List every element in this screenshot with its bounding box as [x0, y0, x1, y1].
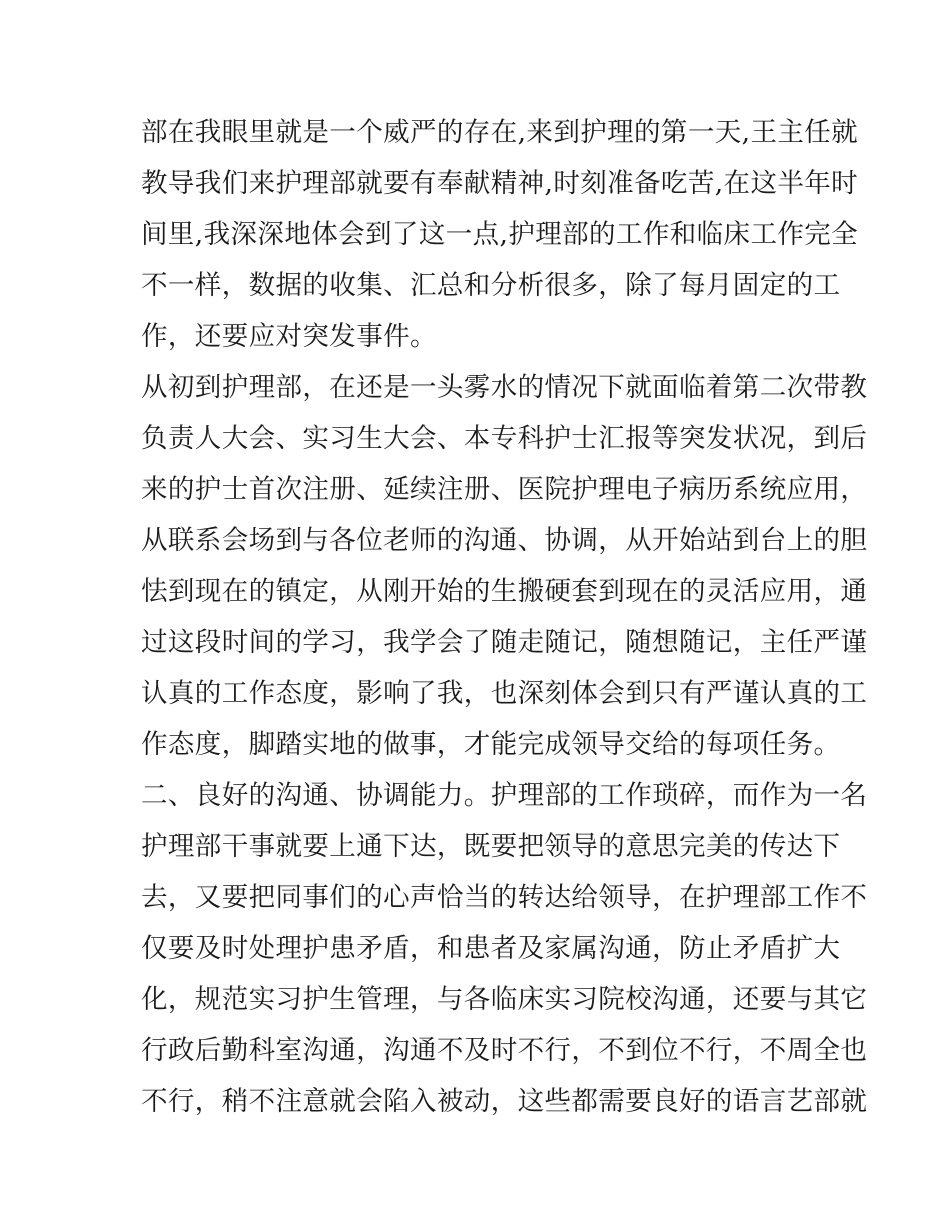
text-line: 来的护士首次注册、延续注册、医院护理电子病历系统应用， [141, 474, 868, 505]
text-line: 认真的工作态度，影响了我，也深刻体会到只有严谨认真的工 [141, 678, 868, 709]
text-line: 行政后勤科室沟通，沟通不及时不行，不到位不行，不周全也 [141, 1035, 868, 1066]
text-line: 从初到护理部，在还是一头雾水的情况下就面临着第二次带教 [141, 372, 868, 403]
text-line: 作态度，脚踏实地的做事，才能完成领导交给的每项任务。 [141, 729, 841, 760]
text-line: 怯到现在的镇定，从刚开始的生搬硬套到现在的灵活应用，通 [141, 576, 868, 607]
text-line: 不行，稍不注意就会陷入被动，这些都需要良好的语言艺部就 [141, 1086, 868, 1117]
text-line: 间里,我深深地体会到了这一点,护理部的工作和临床工作完全 [141, 219, 859, 250]
text-line: 部在我眼里就是一个威严的存在,来到护理的第一天,王主任就 [141, 117, 859, 148]
text-line: 负责人大会、实习生大会、本专科护士汇报等突发状况，到后 [141, 423, 868, 454]
text-line: 护理部干事就要上通下达，既要把领导的意思完美的传达下 [141, 831, 841, 862]
text-line: 二、良好的沟通、协调能力。护理部的工作琐碎，而作为一名 [141, 780, 868, 811]
text-line: 化，规范实习护生管理，与各临床实习院校沟通，还要与其它 [141, 984, 868, 1015]
text-line: 去，又要把同事们的心声恰当的转达给领导，在护理部工作不 [141, 882, 868, 913]
text-line: 过这段时间的学习，我学会了随走随记，随想随记，主任严谨 [141, 627, 868, 658]
text-line: 不一样，数据的收集、汇总和分析很多，除了每月固定的工 [141, 270, 841, 301]
text-line: 仅要及时处理护患矛盾，和患者及家属沟通，防止矛盾扩大 [141, 933, 841, 964]
text-line: 作，还要应对突发事件。 [141, 321, 437, 352]
text-line: 教导我们来护理部就要有奉献精神,时刻准备吃苦,在这半年时 [141, 168, 859, 199]
body-text [141, 107, 868, 1127]
text-line: 从联系会场到与各位老师的沟通、协调，从开始站到台上的胆 [141, 525, 868, 556]
